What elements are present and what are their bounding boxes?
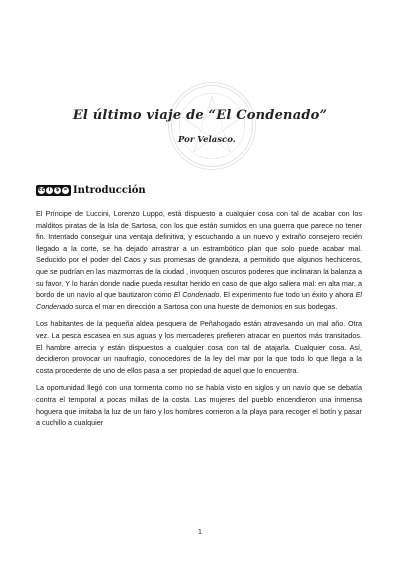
section-title: Introducción — [73, 184, 146, 196]
text-run: . El experimento fue todo un éxito y ahora — [219, 290, 356, 300]
text-run: La oportunidad llegó con una tormenta como no se había visto en siglos y un navío que se debatía contra el temporal a pocas millas de la costa. Las mujeres del pueblo encendieron una inmensa hoguera que imitaba la luz de un faro y los hombres corrieron a la playa para recoger el botín y pasar a cuchillo a cualquier — [36, 383, 362, 428]
body-paragraph — [36, 208, 362, 312]
italic-text-run: El Condenado — [36, 290, 362, 311]
italic-text-run: El Condenado — [173, 290, 220, 300]
watermark-seal — [168, 82, 256, 170]
body-paragraph — [36, 382, 362, 428]
text-run: Los habitantes de la pequeña aldea pesquera de Peñahogado están atravesando un mal año. Otra vez. La pesca escasea en sus aguas y los mercaderes prefieren atracar en puertos más transitados. El hambre arrecia y están dispuestos a cualquier cosa con tal de atajarla. Cualquier cosa. Así, decidieron provocar un naufragio, conocedores de la ley del mar por la que todo lo que llega a la costa procedente de uno de ellos pasa a ser propiedad de aquel que lo encuentra. — [36, 319, 362, 375]
text-run: surca el mar en dirección a Sartosa con una hueste de demonios en sus bodegas. — [73, 301, 338, 311]
text-run: El Príncipe de Luccini, Lorenzo Luppo, está dispuesto a cualquier cosa con tal de acabar con los malditos piratas de la Isla de Sartosa, con los que están sumidos en una guerra que parece no tener fin. Intentado conseguir una ventaja definitiva, y escuchando a un nuevo y extraño consejero recién llegado a la corte, se ha dejado arrastrar a un estrambótico plan que solo puede acabar mal. Seducido por el poder del Caos y sus promesas de grandeza, a permitido que algunos hechiceros, que se pudrían en las mazmorras de la ciudad , invoquen oscuros poderes que inclinaran la balanza a su favor. Y lo harán donde nadie pueda resultar herido en caso de que algo saliera mal: en alta mar, a bordo de un navío al que bautizaron como — [36, 209, 362, 300]
document-author: Por Velasco. — [178, 135, 236, 145]
body-paragraph — [36, 318, 362, 376]
section-heading — [36, 184, 146, 196]
page-number: 1 — [198, 529, 202, 536]
cc-license-badge-icon: cc i $ = — [36, 185, 71, 196]
document-title: El último viaje de “El Condenado” — [72, 108, 328, 123]
body-text — [36, 208, 362, 435]
